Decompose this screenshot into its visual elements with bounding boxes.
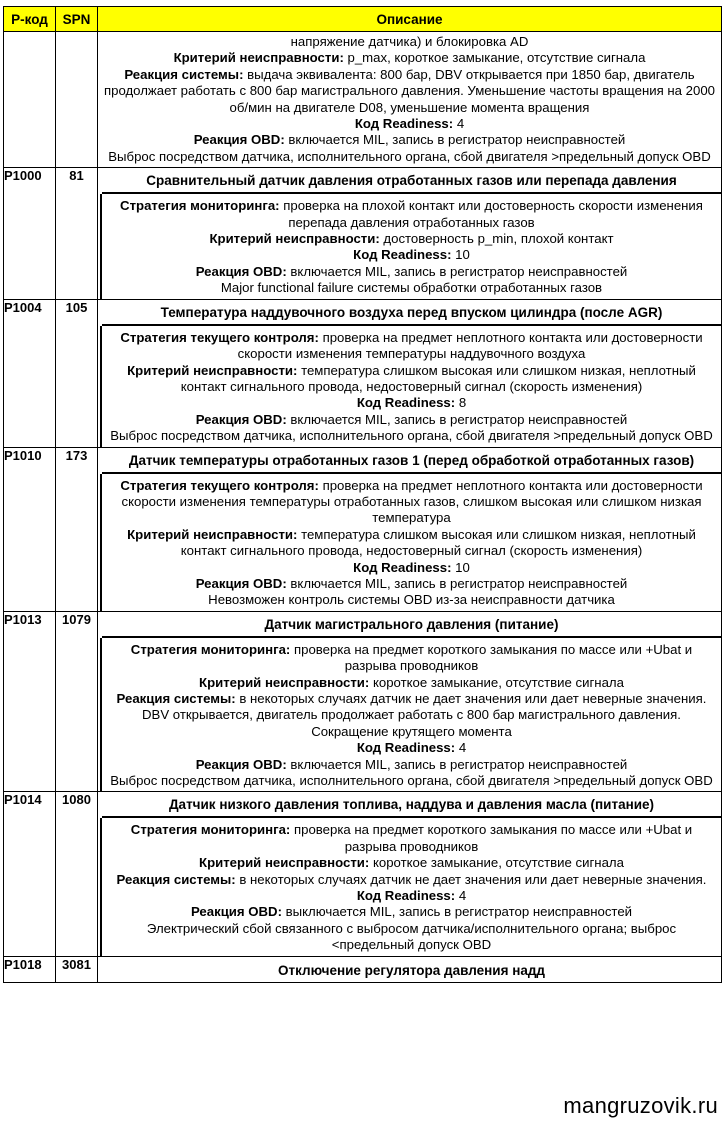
row-body: Стратегия мониторинга: проверка на предмет короткого замыкания по массе или +Ubat и разрыва проводников Критерий неисправности: короткое замыкание, отсутствие сигнала Реакция системы: в некоторых случаях датчик не дает значения или дает неверные значения. DBV открывается, двигатель продолжает работать с 800 бар магистрального давления. Сокращение крутящего момента Код Readiness: 4 Реакция OBD: включается MIL, запись в регистратор неисправностей Выброс посредством датчика, исполнительного органа, сбой двигателя >предельный допуск OBD [100,638,721,792]
row-title: Датчик низкого давления топлива, наддува и давления масла (питание) [102,792,721,818]
spn: 105 [56,299,98,447]
spn: 1079 [56,611,98,792]
spn: 3081 [56,956,98,982]
spn: 1080 [56,792,98,956]
row-title: Сравнительный датчик давления отработанных газов или перепада давления [102,168,721,194]
p-code: P1014 [4,792,56,956]
spn: 81 [56,168,98,299]
row-body: Стратегия текущего контроля: проверка на предмет неплотного контакта или достоверности скорости изменения температуры наддувочного воздуха Критерий неисправности: температура слишком высокая или слишком низкая, неплотный контакт сигнального провода, недостоверный сигнал (скорость изменения) Код Readiness: 8 Реакция OBD: включается MIL, запись в регистратор неисправностей Выброс посредством датчика, исполнительного органа, сбой двигателя >предельный допуск OBD [100,326,721,447]
table-row [4,32,722,168]
diagnostic-codes-table [3,6,722,983]
p-code: P1004 [4,299,56,447]
table-row [4,956,722,982]
row-body: Стратегия мониторинга: проверка на предмет короткого замыкания по массе или +Ubat и разрыва проводников Критерий неисправности: короткое замыкание, отсутствие сигнала Реакция системы: в некоторых случаях датчик не дает значения или дает неверные значения. Код Readiness: 4 Реакция OBD: выключается MIL, запись в регистратор неисправностей Электрический сбой связанного с выбросом датчика/исполнительного органа; выброс <предельный допуск OBD [100,818,721,955]
table-header [4,7,722,32]
row-body: Стратегия текущего контроля: проверка на предмет неплотного контакта или достоверности скорости изменения температуры отработанных газов, слишком высокая или слишком низкая температура Критерий неисправности: температура слишком высокая или слишком низкая, неплотный контакт сигнального провода, недостоверный сигнал (скорость изменения) Код Readiness: 10 Реакция OBD: включается MIL, запись в регистратор неисправностей Невозможен контроль системы OBD из-за неисправности датчика [100,474,721,611]
row-title: Датчик магистрального давления (питание) [102,612,721,638]
p-code: P1010 [4,447,56,611]
p-code: P1000 [4,168,56,299]
row-title: Отключение регулятора давления надд [277,962,545,978]
table-row [4,168,722,299]
table-row [4,611,722,792]
table-row [4,792,722,956]
p-code: P1018 [4,956,56,982]
table-row [4,447,722,611]
row-body: напряжение датчика) и блокировка AD Критерий неисправности: p_max, короткое замыкание, отсутствие сигнала Реакция системы: выдача эквивалента: 800 бар, DBV открывается при 1850 бар, двигатель продолжает работать с 800 бар магистрального давления. Уменьшение частоты вращения на 2000 об/мин на двигателе D08, уменьшение момента вращения Код Readiness: 4 Реакция OBD: включается MIL, запись в регистратор неисправностей Выброс посредством датчика, исполнительного органа, сбой двигателя >предельный допуск OBD [103,34,716,164]
table-row [4,299,722,447]
row-title: Датчик температуры отработанных газов 1 (перед обработкой отработанных газов) [102,448,721,474]
header-spn: SPN [56,7,98,32]
spn: 173 [56,447,98,611]
watermark: mangruzovik.ru [563,1093,718,1118]
header-code: P-код [4,7,56,32]
row-body: Стратегия мониторинга: проверка на плохой контакт или достоверность скорости изменения перепада давления отработанных газов Критерий неисправности: достоверность p_min, плохой контакт Код Readiness: 10 Реакция OBD: включается MIL, запись в регистратор неисправностей Major functional failure системы обработки отработанных газов [100,194,721,298]
header-description: Описание [98,7,722,32]
row-title: Температура наддувочного воздуха перед впуском цилиндра (после AGR) [102,300,721,326]
p-code: P1013 [4,611,56,792]
